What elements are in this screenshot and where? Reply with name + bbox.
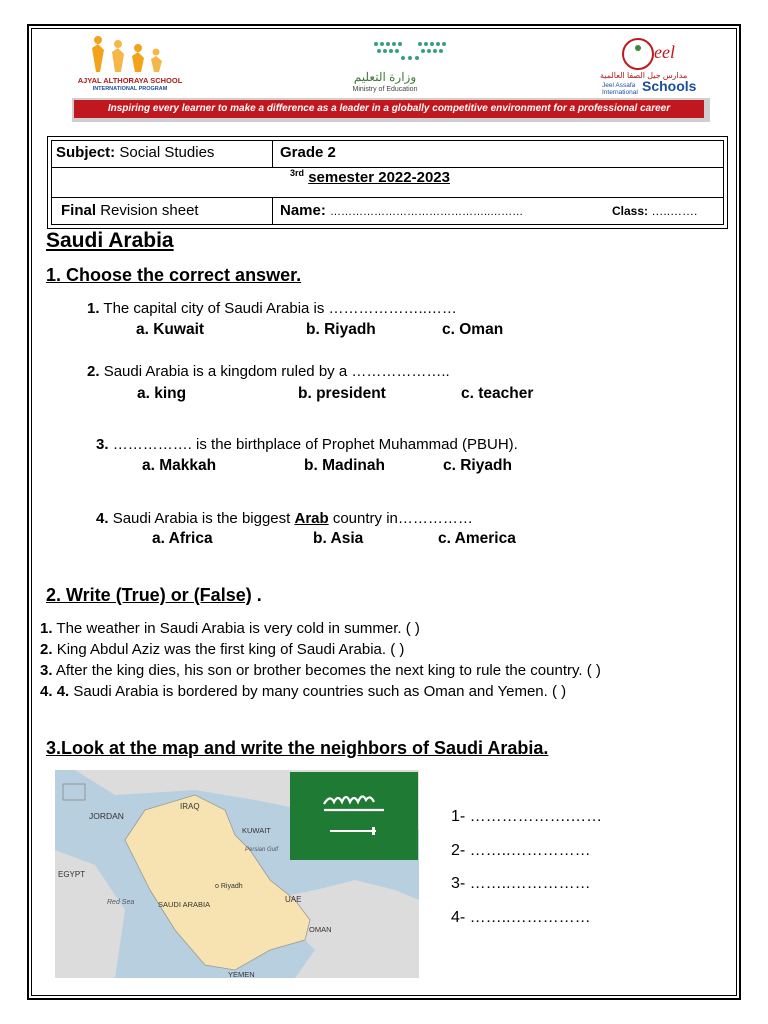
school-name-right-big: Schools (642, 78, 697, 94)
final-cell (61, 202, 199, 219)
svg-text:eel: eel (654, 42, 675, 62)
ministry-dots-icon (370, 38, 450, 66)
school-logo-right (600, 34, 710, 98)
final-value: Revision sheet (100, 202, 199, 219)
map-label-riyadh: o Riyadh (215, 883, 243, 890)
q1-option-c[interactable]: c. Oman (442, 321, 504, 338)
tf-item-3: 3. After the king dies, his son or brother becomes the next king to rule the country. ( ) (40, 662, 601, 679)
question-4: 4. Saudi Arabia is the biggest Arab country in…………… (96, 510, 473, 527)
q3-option-c[interactable]: c. Riyadh (443, 457, 512, 474)
tf-item-4: 4. 4. Saudi Arabia is bordered by many countries such as Oman and Yemen. ( ) (40, 683, 567, 700)
motto-banner (72, 98, 710, 122)
subject-cell (56, 144, 214, 161)
school-logo-left (70, 34, 190, 96)
q2-option-a[interactable]: a. king (137, 385, 187, 402)
page-title: Saudi Arabia (46, 229, 174, 252)
semester-text: semester 2022-2023 (308, 169, 450, 186)
jeel-logo-icon (618, 36, 698, 72)
flag-emblem-icon (290, 772, 418, 860)
section1-heading: 1. Choose the correct answer. (46, 265, 302, 285)
name-label: Name: (280, 202, 326, 219)
school-name-right-ar: مدارس جيل الصفا العالمية (600, 71, 688, 80)
map-label-iraq: IRAQ (180, 802, 200, 811)
map-label-saudi: SAUDI ARABIA (158, 900, 211, 909)
school-name-right-en1: Jeel Assafa (602, 82, 636, 89)
map-label-uae: UAE (285, 895, 302, 904)
ministry-name-en: Ministry of Education (352, 86, 418, 93)
class-label: Class: (612, 204, 649, 218)
school-name-left: AJYAL ALTHORAYA SCHOOL (77, 76, 183, 85)
q1-option-a[interactable]: a. Kuwait (136, 321, 205, 338)
section3-heading: 3.Look at the map and write the neighbors of Saudi Arabia. (46, 738, 549, 758)
q4-option-c[interactable]: c. America (438, 530, 516, 547)
map-label-egypt: EGYPT (58, 870, 86, 879)
question-1: 1. The capital city of Saudi Arabia is ………………..…… (87, 300, 457, 317)
q1-option-b[interactable]: b. Riyadh (306, 321, 376, 338)
map-label-jordan: JORDAN (89, 811, 124, 821)
name-cell (280, 202, 523, 219)
q2-option-b[interactable]: b. president (298, 385, 386, 402)
semester-sup: 3rd (290, 168, 305, 178)
map-label-kuwait: KUWAIT (242, 826, 271, 835)
saudi-flag (290, 772, 418, 860)
q3-option-b[interactable]: b. Madinah (304, 457, 385, 474)
question-3: 3. ……………. is the birthplace of Prophet Muhammad (PBUH). (96, 436, 518, 453)
map-label-red-sea: Red Sea (107, 899, 135, 906)
tf-item-1: 1. The weather in Saudi Arabia is very cold in summer. ( ) (40, 620, 420, 637)
class-cell (612, 204, 697, 218)
neighbor-line-2[interactable]: 2- ……..…………… (451, 842, 591, 859)
map-label-oman: OMAN (309, 925, 332, 934)
neighbor-line-1[interactable]: 1- ……………….…… (451, 808, 603, 825)
school-name-right-en2: International (602, 89, 638, 96)
ministry-name-ar: وزارة التعليم (353, 70, 417, 84)
class-field[interactable]: …..……. (651, 204, 698, 218)
final-label: Final (61, 202, 97, 219)
name-field[interactable]: ……………………………………..……… (330, 206, 524, 218)
q4-option-b[interactable]: b. Asia (313, 530, 364, 547)
neighbor-line-3[interactable]: 3- ……..…………… (451, 875, 591, 892)
ministry-logo (330, 34, 460, 96)
q4-option-a[interactable]: a. Africa (152, 530, 213, 547)
arab-word: Arab (294, 510, 329, 527)
neighbor-line-4[interactable]: 4- ……..…………… (451, 909, 591, 926)
motto-text: Inspiring every learner to make a difference as a leader in a globally competitive environment for a professional career (74, 100, 704, 118)
tf-item-2: 2. King Abdul Aziz was the first king of Saudi Arabia. ( ) (40, 641, 405, 658)
subject-label: Subject: (56, 144, 116, 161)
map-label-persian-gulf: Persian Gulf (245, 847, 279, 853)
q2-option-c[interactable]: c. teacher (461, 385, 534, 402)
q3-option-a[interactable]: a. Makkah (142, 457, 217, 474)
question-2: 2. Saudi Arabia is a kingdom ruled by a ……………….. (87, 363, 450, 380)
school-program-left: INTERNATIONAL PROGRAM (92, 86, 168, 92)
section2-heading: 2. Write (True) or (False) . (46, 585, 262, 605)
children-logo-icon (84, 34, 174, 74)
map-label-yemen: YEMEN (228, 970, 255, 978)
subject-value: Social Studies (119, 144, 215, 161)
semester-cell (290, 168, 450, 186)
grade-cell: Grade 2 (280, 144, 336, 161)
